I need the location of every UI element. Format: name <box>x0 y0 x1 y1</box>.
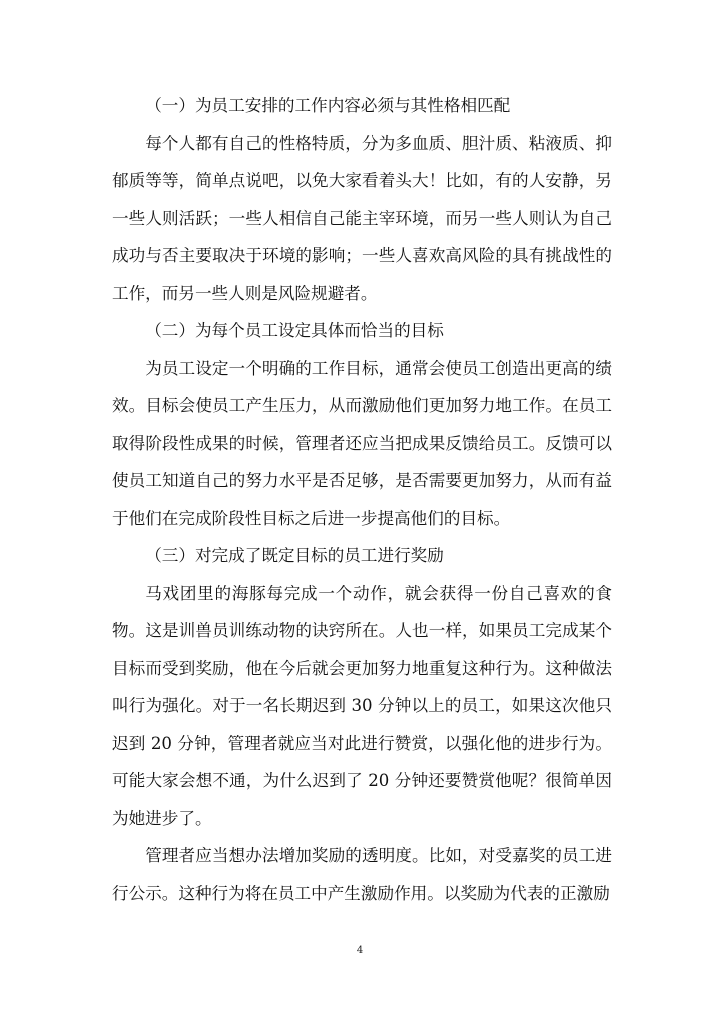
page-number: 4 <box>356 945 364 956</box>
paragraph-rewards: 马戏团里的海豚每完成一个动作，就会获得一份自己喜欢的食物。这是训兽员训练动物的诀窍所在。人也一样，如果员工完成某个目标而受到奖励，他在今后就会更加努力地重复这种行为。这种做法叫行为强化。对于一名长期迟到 30 分钟以上的员工，如果这次他只迟到 20 分钟，管理者就应当对此进行赞赏，以强化他的进步行为。可能大家会想不通，为什么迟到了 20 分钟还要赞赏他呢？很简单因为她进步了。 <box>112 583 612 828</box>
section-heading-1: （一）为员工安排的工作内容必须与其性格相匹配 <box>145 96 511 115</box>
document-body <box>112 87 612 912</box>
section-heading-3: （三）对完成了既定目标的员工进行奖励 <box>145 546 444 565</box>
section-heading-2: （二）为每个员工设定具体而恰当的目标 <box>145 321 444 340</box>
paragraph-personality: 每个人都有自己的性格特质，分为多血质、胆汁质、粘液质、抑郁质等等，简单点说吧，以免大家看着头大！比如，有的人安静，另一些人则活跃；一些人相信自己能主宰环境，而另一些人则认为自己成功与否主要取决于环境的影响；一些人喜欢高风险的具有挑战性的工作，而另一些人则是风险规避者。 <box>112 133 612 303</box>
paragraph-transparency: 管理者应当想办法增加奖励的透明度。比如，对受嘉奖的员工进行公示。这种行为将在员工中产生激励作用。以奖励为代表的正激励 <box>112 846 612 903</box>
paragraph-goals: 为员工设定一个明确的工作目标，通常会使员工创造出更高的绩效。目标会使员工产生压力，从而激励他们更加努力地工作。在员工取得阶段性成果的时候，管理者还应当把成果反馈给员工。反馈可以使员工知道自己的努力水平是否足够，是否需要更加努力，从而有益于他们在完成阶段性目标之后进一步提高他们的目标。 <box>112 358 612 528</box>
